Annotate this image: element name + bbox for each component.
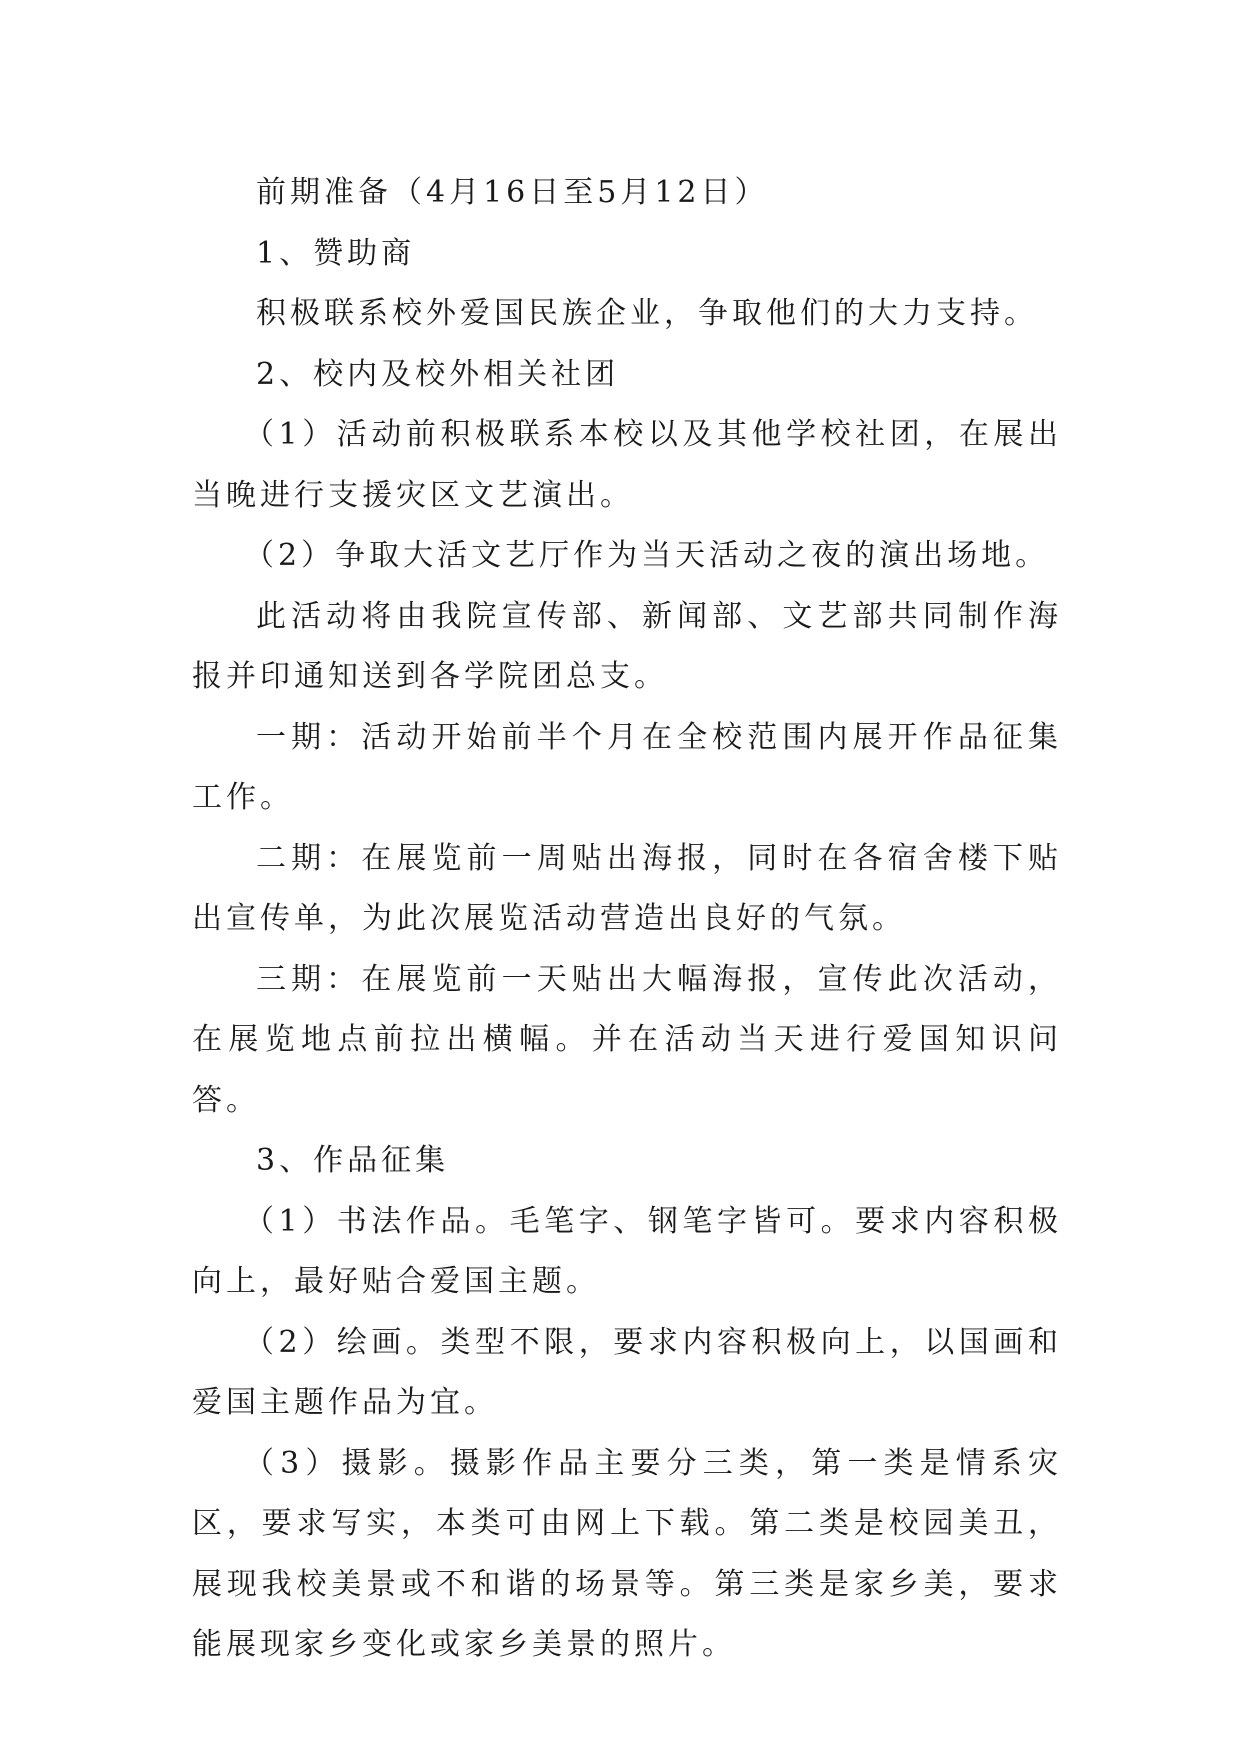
paragraph-works-calligraphy: （1）书法作品。毛笔字、钢笔字皆可。要求内容积极向上，最好贴合爱国主题。: [192, 1203, 1062, 1299]
section-works-title: 3、作品征集: [256, 1143, 450, 1178]
paragraph-works-photography: （3）摄影。摄影作品主要分三类，第一类是情系灾区，要求写实，本类可由网上下载。第二类是校园美丑，展现我校美景或不和谐的场景等。第三类是家乡美，要求能展现家乡变化或家乡美景的照片。: [192, 1445, 1062, 1662]
paragraph-clubs-1: （1）活动前积极联系本校以及其他学校社团，在展出当晚进行支援灾区文艺演出。: [192, 417, 1062, 513]
paragraph-phase-3: 三期：在展览前一天贴出大幅海报，宣传此次活动，在展览地点前拉出横幅。并在活动当天进行爱国知识问答。: [192, 961, 1062, 1118]
section-clubs-title: 2、校内及校外相关社团: [256, 356, 620, 392]
paragraph-publicity: 此活动将由我院宣传部、新闻部、文艺部共同制作海报并印通知送到各学院团总支。: [192, 598, 1062, 694]
paragraph-phase-2: 二期：在展览前一周贴出海报，同时在各宿舍楼下贴出宣传单，为此次展览活动营造出良好的气氛。: [192, 840, 1062, 936]
heading-preparation: 前期准备（4月16日至5月12日）: [256, 175, 769, 210]
paragraph-clubs-2: （2）争取大活文艺厅作为当天活动之夜的演出场地。: [244, 538, 1050, 573]
document-body: [192, 163, 1062, 1676]
section-sponsor-title: 1、赞助商: [256, 235, 416, 271]
paragraph-works-painting: （2）绘画。类型不限，要求内容积极向上，以国画和爱国主题作品为宜。: [192, 1324, 1062, 1420]
paragraph-sponsor: 积极联系校外爱国民族企业，争取他们的大力支持。: [256, 296, 1038, 331]
paragraph-phase-1: 一期：活动开始前半个月在全校范围内展开作品征集工作。: [192, 719, 1062, 815]
